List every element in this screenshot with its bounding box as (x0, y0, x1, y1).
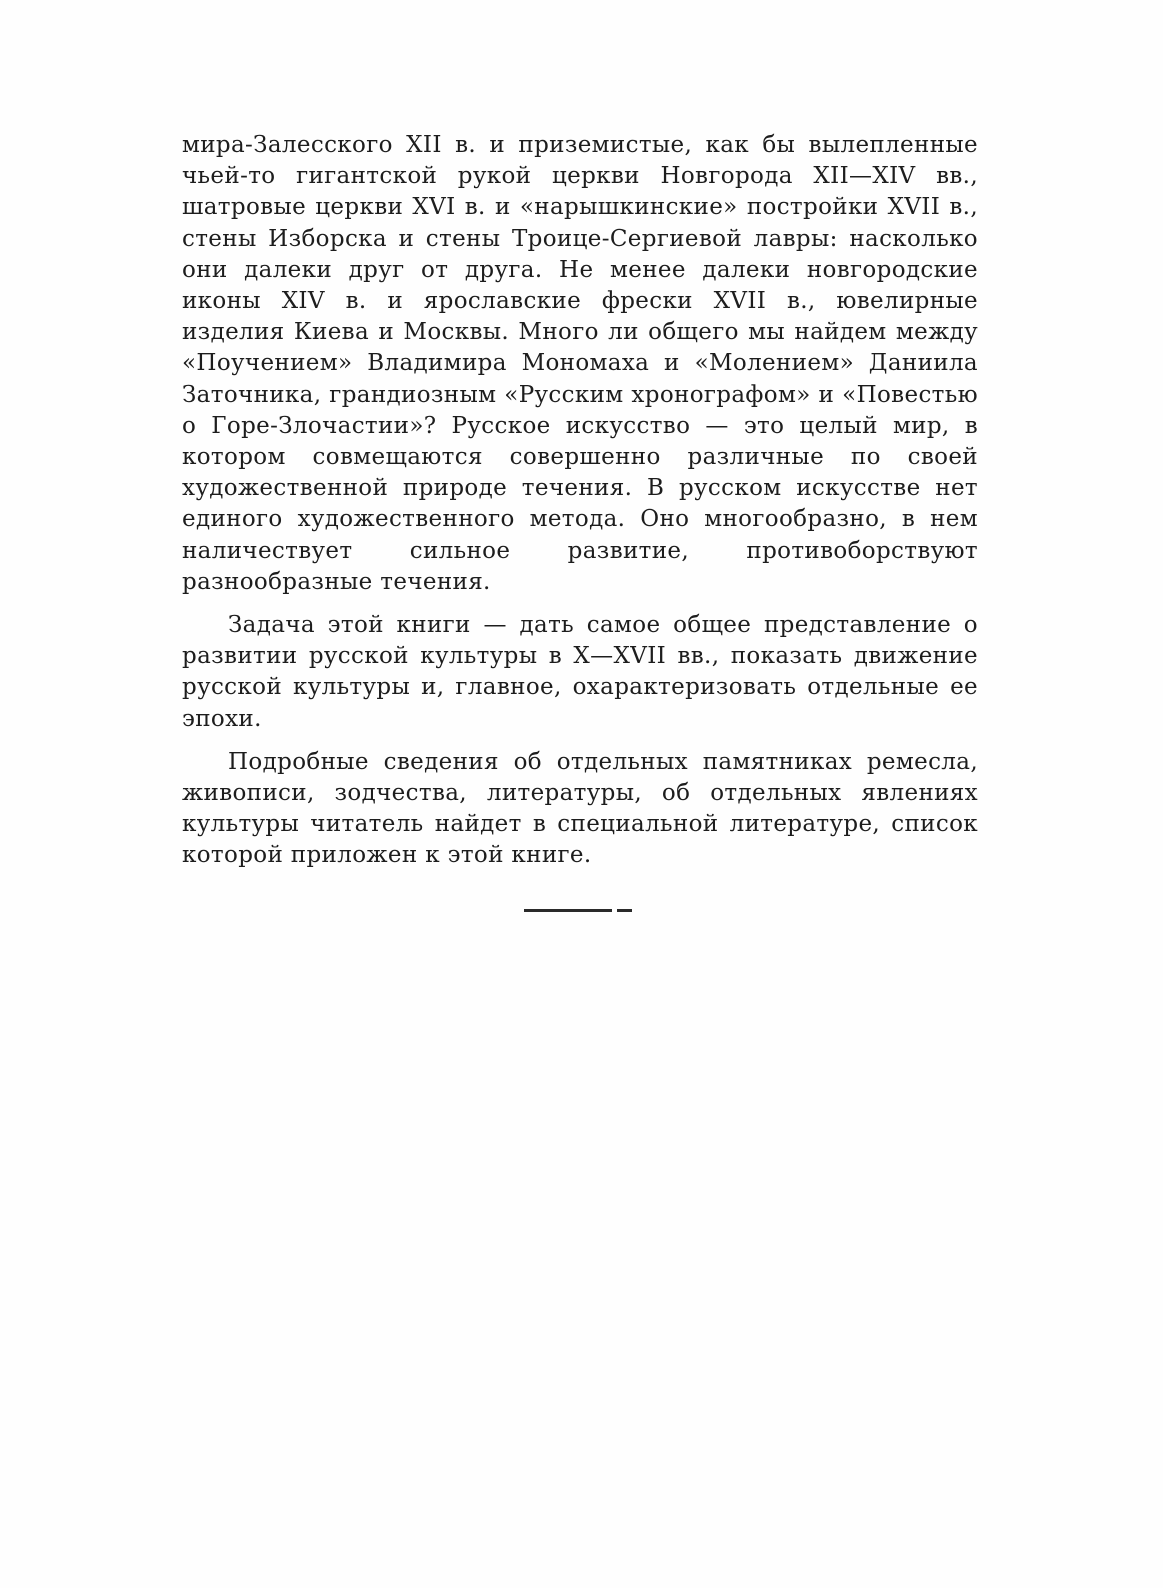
paragraph-3: Подробные сведения об отдельных памятниках ремесла, живописи, зодчества, литературы, об отдельных явлениях культуры читатель найдет в специальной литературе, список которой приложен к этой книге. (182, 748, 978, 869)
rule-short-segment (617, 909, 632, 912)
body-text (182, 130, 978, 872)
paragraph-1: мира-Залесского XII в. и приземистые, как бы вылепленные чьей-то гигантской рукой церкви Новгорода XII—XIV вв., шатровые церкви XVI в. и «нарышкинские» постройки XVII в., стены Изборска и стены Троице-Сергиевой лавры: насколько они далеки друг от друга. Не менее далеки новгородские иконы XIV в. и ярославские фрески XVII в., ювелирные изделия Киева и Москвы. Много ли общего мы найдем между «Поучением» Владимира Мономаха и «Молением» Даниила Заточника, грандиозным «Русским хронографом» и «Повестью о Горе-Злочастии»? Русское искусство — это целый мир, в котором совмещаются совершенно различные по своей художественной природе течения. В русском искусстве нет единого художественного метода. Оно многообразно, в нем наличествует сильное развитие, противоборствуют разнообразные течения. (182, 132, 978, 595)
rule-long-segment (524, 909, 612, 912)
section-end-rule (524, 909, 632, 912)
paragraph-2: Задача этой книги — дать самое общее представление о развитии русской культуры в X—XVII вв., показать движение русской культуры и, главное, охарактеризовать отдельные ее эпохи. (182, 612, 978, 732)
